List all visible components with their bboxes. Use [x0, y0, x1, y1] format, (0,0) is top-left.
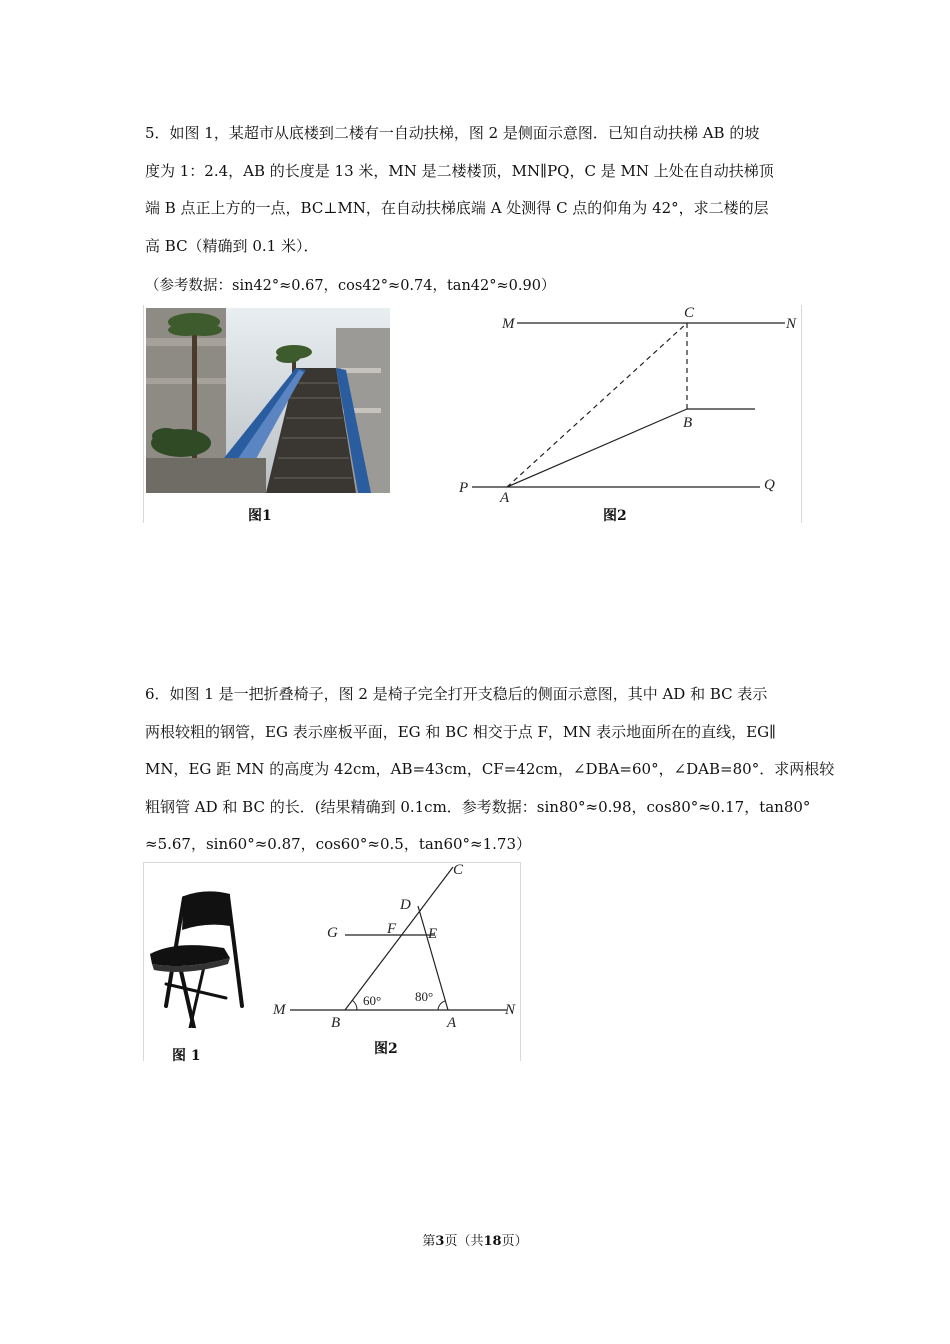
label-c: C: [684, 305, 695, 321]
label-a: A: [447, 1015, 457, 1031]
label-e: E: [428, 926, 438, 942]
footer-suffix: 页）: [501, 1234, 528, 1249]
footer-prefix: 第: [422, 1234, 436, 1249]
label-q: Q: [764, 477, 775, 493]
label-angle-b: 60°: [363, 993, 382, 1008]
footer-mid: 页（共: [444, 1234, 484, 1249]
footer-total-pages: 18: [483, 1234, 502, 1249]
footer-page-number: 3: [435, 1234, 445, 1249]
problem-5-fig1-caption: 图1: [248, 508, 272, 524]
angle-b-arc: [352, 1000, 357, 1010]
problem-5-line-1: 5．如图 1，某超市从底楼到二楼有一自动扶梯，图 2 是侧面示意图．已知自动扶梯 AB 的坡: [145, 124, 760, 142]
problem-6-line-2: 两根较粗的钢管，EG 表示座板平面，EG 和 BC 相交于点 F，MN 表示地面所在的直线，EG∥: [145, 722, 777, 741]
problem-5-diagram: [450, 305, 800, 505]
label-g: G: [327, 925, 338, 941]
label-n: N: [505, 1002, 516, 1018]
label-n: N: [786, 316, 797, 332]
label-angle-a: 80°: [415, 989, 434, 1004]
problem-6-line-4: 粗钢管 AD 和 BC 的长．(结果精确到 0.1cm．参考数据：sin80°≈0.98，cos80°≈0.17，tan80°: [145, 797, 811, 816]
problem-6-line-5: ≈5.67，sin60°≈0.87，cos60°≈0.5，tan60°≈1.73）: [145, 835, 532, 853]
problem-5-line-2: 度为 1：2.4，AB 的长度是 13 米，MN 是二楼楼顶，MN∥PQ，C 是 MN 上处在自动扶梯顶: [145, 161, 774, 180]
label-m: M: [502, 316, 515, 332]
label-c: C: [453, 862, 464, 878]
problem-6-line-3: MN，EG 距 MN 的高度为 42cm，AB=43cm，CF=42cm，∠DBA=60°，∠DAB=80°．求两根较: [145, 760, 835, 778]
problem-5-line-3: 端 B 点正上方的一点，BC⊥MN，在自动扶梯底端 A 处测得 C 点的仰角为 42°，求二楼的层: [145, 199, 769, 217]
label-d: D: [400, 897, 411, 913]
label-b: B: [683, 415, 693, 431]
problem-5-line-4: 高 BC（精确到 0.1 米）．: [145, 236, 319, 255]
problem-5-fig2-caption: 图2: [603, 508, 627, 524]
problem-6-text: [145, 676, 835, 864]
problem-6-line-1: 6．如图 1 是一把折叠椅子，图 2 是椅子完全打开支稳后的侧面示意图，其中 AD 和 BC 表示: [145, 685, 768, 703]
label-b: B: [331, 1015, 341, 1031]
folding-chair-photo: [146, 888, 246, 1028]
problem-6-fig2-caption: 图2: [374, 1041, 398, 1057]
label-a: A: [500, 490, 510, 505]
segment-ac-dashed: [507, 323, 687, 487]
angle-a-arc: [438, 1001, 445, 1010]
page-footer: [0, 1230, 950, 1249]
escalator-photo: [146, 308, 390, 493]
label-p: P: [459, 480, 469, 496]
problem-6-diagram: [265, 862, 519, 1052]
label-m: M: [273, 1002, 286, 1018]
problem-5-text: [145, 115, 807, 265]
segment-ab: [507, 409, 687, 487]
problem-5-reference: （参考数据：sin42°≈0.67，cos42°≈0.74，tan42°≈0.90）: [145, 278, 556, 294]
problem-6-fig1-caption: 图 1: [172, 1048, 201, 1064]
label-f: F: [387, 921, 397, 937]
